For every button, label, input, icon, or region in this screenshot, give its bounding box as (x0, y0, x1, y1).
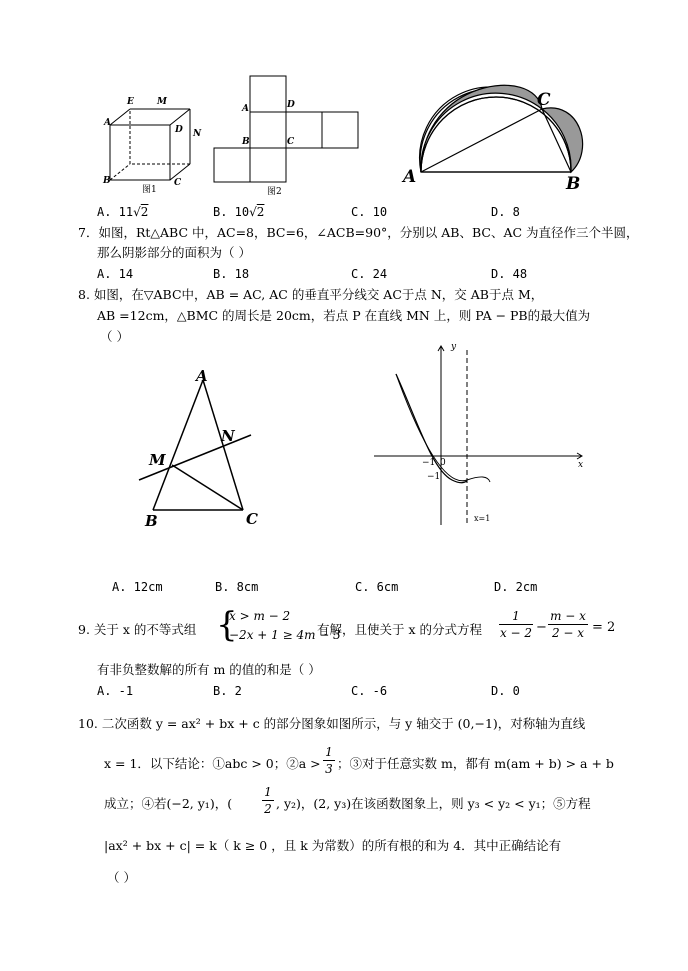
graph-label-zero: 0 (440, 458, 446, 468)
q10-parabola-graph (372, 340, 587, 530)
q9-minus: − (536, 620, 547, 635)
q8-line-2: AB =12cm，△BMC 的周长是 20cm，若点 P 在直线 MN 上，则 PA − PB的最大值为 (97, 308, 591, 323)
q6-option-d: D. 8 (491, 205, 520, 219)
q10-line-2a: x = 1．以下结论：①abc > 0；②a > (104, 756, 321, 771)
q10-line-2b: ；③对于任意实数 m，都有 m(am + b) > a + b (337, 756, 614, 771)
q10-fraction-2-den: 2 (264, 802, 272, 816)
q7-option-b: B. 18 (213, 267, 250, 281)
q8-line-1: 8. 如图，在▽ABC中，AB = AC, AC 的垂直平分线交 AC于点 N，交 AB于点 M， (78, 287, 544, 302)
fig1-label-a: A (104, 118, 111, 128)
graph-label-neg1x: −1 (422, 458, 436, 468)
q8-option-b: B. 8cm (215, 580, 259, 594)
q10-line-1: 10. 二次函数 y = ax² + bx + c 的部分图象如图所示，与 y 轴交于 (0,−1)，对称轴为直线 (78, 716, 586, 731)
q7-line-2: 那么阴影部分的面积为（ ） (97, 245, 251, 260)
q9-prefix: 9. 关于 x 的不等式组 (78, 622, 197, 637)
triangle-label-c: C (246, 510, 258, 528)
q8-line-3: （ ） (100, 329, 129, 344)
figure-1-cube (100, 95, 210, 195)
graph-label-neg1y: −1 (427, 472, 441, 482)
q9-system-line-1: x > m − 2 (229, 609, 291, 623)
q8-option-d: D. 2cm (494, 580, 538, 594)
q9-fraction-2 (548, 609, 588, 640)
fig1-label-m: M (157, 97, 167, 107)
q10-fraction-1 (323, 745, 335, 776)
q9-option-a: A. -1 (97, 684, 134, 698)
fig2-caption: 图2 (267, 187, 282, 197)
q9-option-d: D. 0 (491, 684, 520, 698)
fig3-label-b: B (566, 174, 581, 194)
q10-line-4: |ax² + bx + c| = k（ k ≥ 0 ，且 k 为常数）的所有根的和为 4．其中正确结论有 (104, 838, 562, 853)
q6-option-b: B. 10√2 (213, 205, 265, 219)
figure-3-semicircles (405, 60, 605, 185)
fig1-label-e: E (127, 97, 134, 107)
fig2-label-d: D (287, 100, 295, 110)
q9-fraction-2-den: 2 − x (551, 626, 585, 640)
fig2-label-a: A (242, 104, 249, 114)
net-drawing (212, 72, 362, 187)
q8-triangle-figure (135, 365, 265, 530)
q10-line-5: （ ） (107, 870, 136, 885)
q7-line-1: 7．如图，Rt△ABC 中，AC=8，BC=6，∠ACB=90°，分别以 AB、BC、AC 为直径作三个半圆， (78, 225, 639, 240)
q10-fraction-2 (262, 785, 274, 816)
graph-label-axis: x=1 (474, 514, 491, 523)
q9-mid: 有解，且使关于 x 的分式方程 (317, 622, 482, 637)
q9-brace: { (216, 605, 238, 645)
figure-2-net (212, 72, 362, 187)
q7-option-d: D. 48 (491, 267, 528, 281)
triangle-drawing (135, 365, 265, 530)
fig3-label-a: A (403, 167, 417, 187)
q10-line-3a: 成立；④若(−2, y₁)，( (104, 796, 233, 811)
q9-system-line-2: −2x + 1 ≥ 4m − 3 (229, 628, 341, 642)
q10-line-3b: , y₂)，(2, y₃)在该函数图象上，则 y₃ < y₂ < y₁；⑤方程 (276, 796, 591, 811)
q8-option-a: A. 12cm (112, 580, 163, 594)
q9-line-2: 有非负整数解的所有 m 的值的和是（ ） (97, 662, 321, 677)
q6-option-c: C. 10 (351, 205, 388, 219)
fig2-label-c: C (287, 137, 295, 147)
triangle-label-n: N (221, 427, 235, 445)
q10-fraction-1-num: 1 (325, 745, 333, 759)
triangle-label-a: A (196, 367, 208, 385)
q10-fraction-2-num: 1 (264, 785, 272, 799)
q9-fraction-2-num: m − x (550, 609, 586, 623)
q7-option-c: C. 24 (351, 267, 388, 281)
parabola-drawing (372, 340, 587, 530)
q10-fraction-1-den: 3 (325, 762, 333, 776)
triangle-label-m: M (149, 451, 166, 469)
fig1-label-n: N (193, 129, 202, 139)
q7-option-a: A. 14 (97, 267, 134, 281)
fig2-label-b: B (242, 137, 250, 147)
q9-fraction-1-num: 1 (512, 609, 520, 623)
q6-option-a: A. 11√2 (97, 205, 149, 219)
graph-label-y: y (451, 342, 457, 352)
fig1-label-d: D (175, 125, 183, 135)
q9-option-b: B. 2 (213, 684, 242, 698)
q9-eq: = 2 (592, 620, 616, 635)
semicircles-drawing (405, 60, 605, 185)
graph-label-x: x (578, 460, 584, 470)
triangle-label-b: B (145, 512, 158, 530)
q9-fraction-1-den: x − 2 (499, 626, 533, 640)
fig3-label-c: C (537, 90, 551, 110)
fig1-label-c: C (174, 178, 182, 188)
fig1-caption: 图1 (142, 185, 157, 195)
fig1-label-b: B (103, 176, 111, 186)
q9-fraction-1 (499, 609, 533, 640)
q9-option-c: C. -6 (351, 684, 388, 698)
cube-drawing (100, 95, 210, 195)
q8-option-c: C. 6cm (355, 580, 399, 594)
